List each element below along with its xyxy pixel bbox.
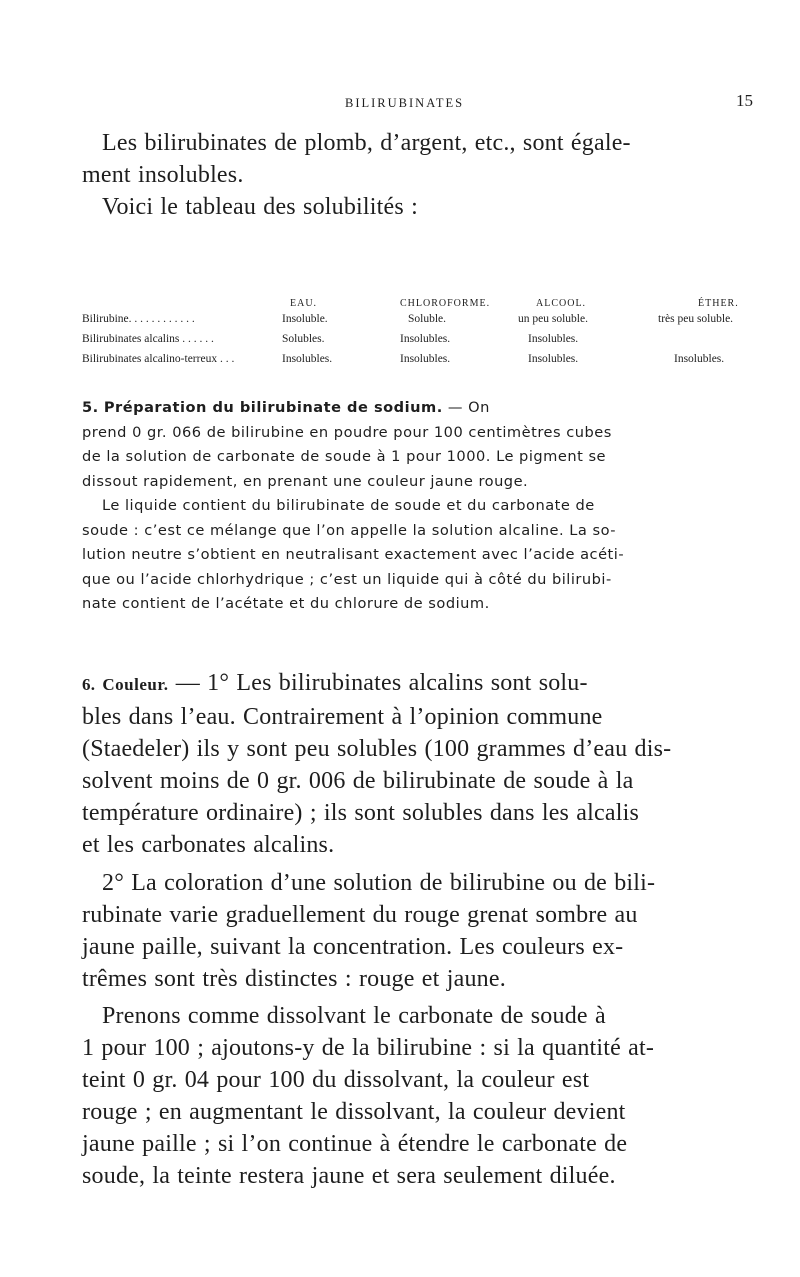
running-title: BILIRUBINATES (345, 96, 465, 110)
table-row (82, 329, 782, 349)
table-cell: Insolubles. (282, 353, 333, 365)
column-header: CHLOROFORME. (400, 298, 491, 309)
text-line: Prenons comme dissolvant le carbonate de soude à (102, 1003, 606, 1029)
text-line: que ou l’acide chlorhydrique ; c’est un liquide qui à côté du bilirubi- (82, 570, 612, 588)
table-row (82, 309, 782, 329)
table-cell: Solubles. (282, 333, 325, 345)
text-line: et les carbonates alcalins. (82, 832, 335, 858)
text-line: — On (442, 399, 490, 416)
text-line: jaune paille ; si l’on continue à étendre le carbonate de (82, 1131, 628, 1157)
section-5-paragraph (82, 396, 772, 494)
intro-line: Voici le tableau des solubilités : (102, 194, 418, 220)
section-title: Préparation du bilirubinate de sodium. (103, 399, 443, 416)
text-line: teint 0 gr. 04 pour 100 du dissolvant, la couleur est (82, 1067, 590, 1093)
section-6-paragraph-3 (82, 1000, 772, 1192)
table-cell: très peu soluble. (658, 313, 734, 325)
text-line: dissout rapidement, en prenant une couleur jaune rouge. (82, 472, 529, 490)
row-label: Bilirubinates alcalino-terreux . . . (82, 353, 235, 365)
text-line: rubinate varie graduellement du rouge grenat sombre au (82, 902, 638, 928)
intro-line: ment insolubles. (82, 162, 244, 188)
page-number: 15 (736, 91, 753, 110)
table-cell: un peu soluble. (518, 313, 588, 325)
section-number: 6. (82, 675, 96, 694)
text-line: prend 0 gr. 066 de bilirubine en poudre pour 100 centimètres cubes (82, 423, 612, 441)
section-5-paragraph-2 (82, 494, 772, 617)
text-line: température ordinaire) ; ils sont solubles dans les alcalis (82, 800, 639, 826)
section-6-paragraph (82, 667, 772, 861)
row-label: Bilirubine. . . . . . . . . . . . (82, 313, 195, 325)
text-line: soude, la teinte restera jaune et sera seulement diluée. (82, 1163, 616, 1189)
table-cell (646, 329, 782, 349)
text-line: (Staedeler) ils y sont peu solubles (100 grammes d’eau dis- (82, 736, 672, 762)
row-label: Bilirubinates alcalins . . . . . . (82, 333, 214, 345)
table-cell: Insolubles. (528, 353, 579, 365)
text-line: jaune paille, suivant la concentration. Les couleurs ex- (82, 934, 624, 960)
intro-line: Les bilirubinates de plomb, d’argent, etc., sont égale- (102, 130, 631, 156)
table-cell: Soluble. (408, 313, 447, 325)
section-5-first-line (82, 396, 772, 421)
text-line: Le liquide contient du bilirubinate de soude et du carbonate de (102, 497, 595, 514)
text-line: solvent moins de 0 gr. 006 de bilirubinate de soude à la (82, 768, 634, 794)
section-6-paragraph-2 (82, 867, 772, 995)
text-line: 1 pour 100 ; ajoutons-y de la bilirubine : si la quantité at- (82, 1035, 655, 1061)
table-cell: Insolubles. (674, 353, 725, 365)
section-number: 5. (82, 399, 99, 416)
intro-paragraph (82, 127, 772, 223)
running-header (0, 91, 800, 116)
text-line: de la solution de carbonate de soude à 1 pour 1000. Le pigment se (82, 448, 607, 465)
text-line: — 1° Les bilirubinates alcalins sont solu- (168, 670, 588, 696)
text-line: trêmes sont très distinctes : rouge et jaune. (82, 966, 506, 992)
table-cell: Insolubles. (400, 353, 451, 365)
text-line: 2° La coloration d’une solution de bilirubine ou de bili- (102, 870, 656, 896)
text-line: nate contient de l’acétate et du chlorure de sodium. (82, 595, 490, 612)
text-line: rouge ; en augmentant le dissolvant, la couleur devient (82, 1099, 626, 1125)
column-header: EAU. (290, 298, 318, 309)
section-6-first-line (82, 667, 772, 701)
solubility-table (82, 289, 782, 369)
table-cell: Insolubles. (400, 333, 451, 345)
table-cell: Insoluble. (282, 313, 328, 325)
text-line: soude : c’est ce mélange que l’on appelle la solution alcaline. La so- (82, 521, 617, 539)
section-title: Couleur. (102, 675, 169, 694)
text-line: lution neutre s’obtient en neutralisant exactement avec l’acide acéti- (82, 546, 625, 563)
table-row (82, 349, 782, 369)
text-line: bles dans l’eau. Contrairement à l’opinion commune (82, 704, 603, 730)
table-header-row (82, 289, 782, 309)
column-header: ÉTHER. (698, 298, 739, 309)
table-cell: Insolubles. (528, 333, 579, 345)
column-header: ALCOOL. (536, 298, 587, 309)
